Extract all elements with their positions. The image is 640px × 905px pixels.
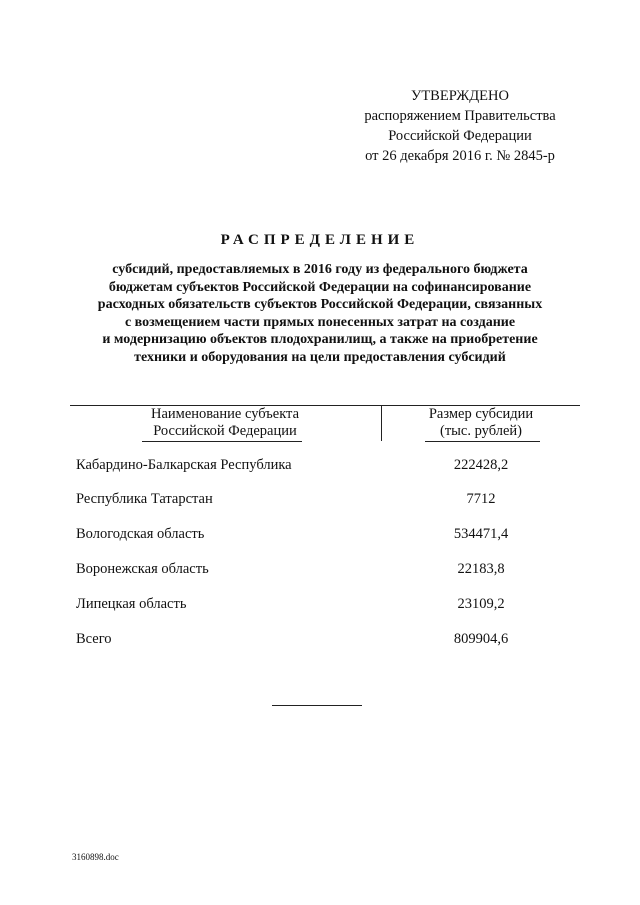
approval-date-number: от 26 декабря 2016 г. № 2845-р [365, 148, 555, 164]
subtitle-line: с возмещением части прямых понесенных затрат на создание [124, 314, 516, 330]
table-row [70, 596, 580, 616]
table-row-total [70, 631, 580, 651]
end-of-document-rule [272, 705, 362, 706]
total-amount: 809904,6 [453, 631, 509, 647]
column-header-subject [70, 406, 380, 440]
column-header-amount [382, 406, 580, 440]
column-header-subject-line2: Российской Федерации [153, 423, 297, 439]
approval-heading: УТВЕРЖДЕНО [411, 88, 509, 104]
table-row [70, 561, 580, 581]
approval-block [340, 86, 580, 166]
approval-government: Российской Федерации [388, 128, 532, 144]
subtitle-line: техники и оборудования на цели предоставления субсидий [134, 349, 506, 365]
approval-authority: распоряжением Правительства [364, 108, 556, 124]
table-row [70, 457, 580, 477]
column-header-amount-line2: (тыс. рублей) [440, 423, 522, 439]
region-name: Республика Татарстан [76, 491, 213, 507]
subsidy-amount: 22183,8 [457, 561, 505, 577]
region-name: Липецкая область [76, 596, 187, 612]
total-label: Всего [76, 631, 112, 647]
subsidy-amount: 23109,2 [457, 596, 505, 612]
subtitle-line: и модернизацию объектов плодохранилищ, а также на приобретение [102, 332, 538, 347]
region-name: Вологодская область [76, 526, 205, 542]
header-underline-name [142, 441, 302, 442]
subsidy-amount: 7712 [466, 491, 496, 507]
subtitle-line: расходных обязательств субъектов Российской Федерации, связанных [97, 297, 543, 312]
subsidy-amount: 222428,2 [453, 457, 509, 473]
subtitle-line: субсидий, предоставляемых в 2016 году из федерального бюджета [112, 262, 528, 277]
subsidy-amount: 534471,4 [453, 526, 509, 542]
region-name: Кабардино-Балкарская Республика [76, 457, 292, 473]
file-reference: 3160898.doc [72, 852, 119, 862]
document-subtitle [60, 261, 580, 366]
table-row [70, 526, 580, 546]
table-row [70, 491, 580, 511]
column-header-amount-line1: Размер субсидии [428, 406, 534, 422]
subtitle-line: бюджетам субъектов Российской Федерации на софинансирование [108, 279, 532, 295]
column-header-subject-line1: Наименование субъекта [150, 406, 300, 422]
document-title: РАСПРЕДЕЛЕНИЕ [220, 232, 420, 248]
region-name: Воронежская область [76, 561, 209, 577]
header-underline-amount [425, 441, 540, 442]
